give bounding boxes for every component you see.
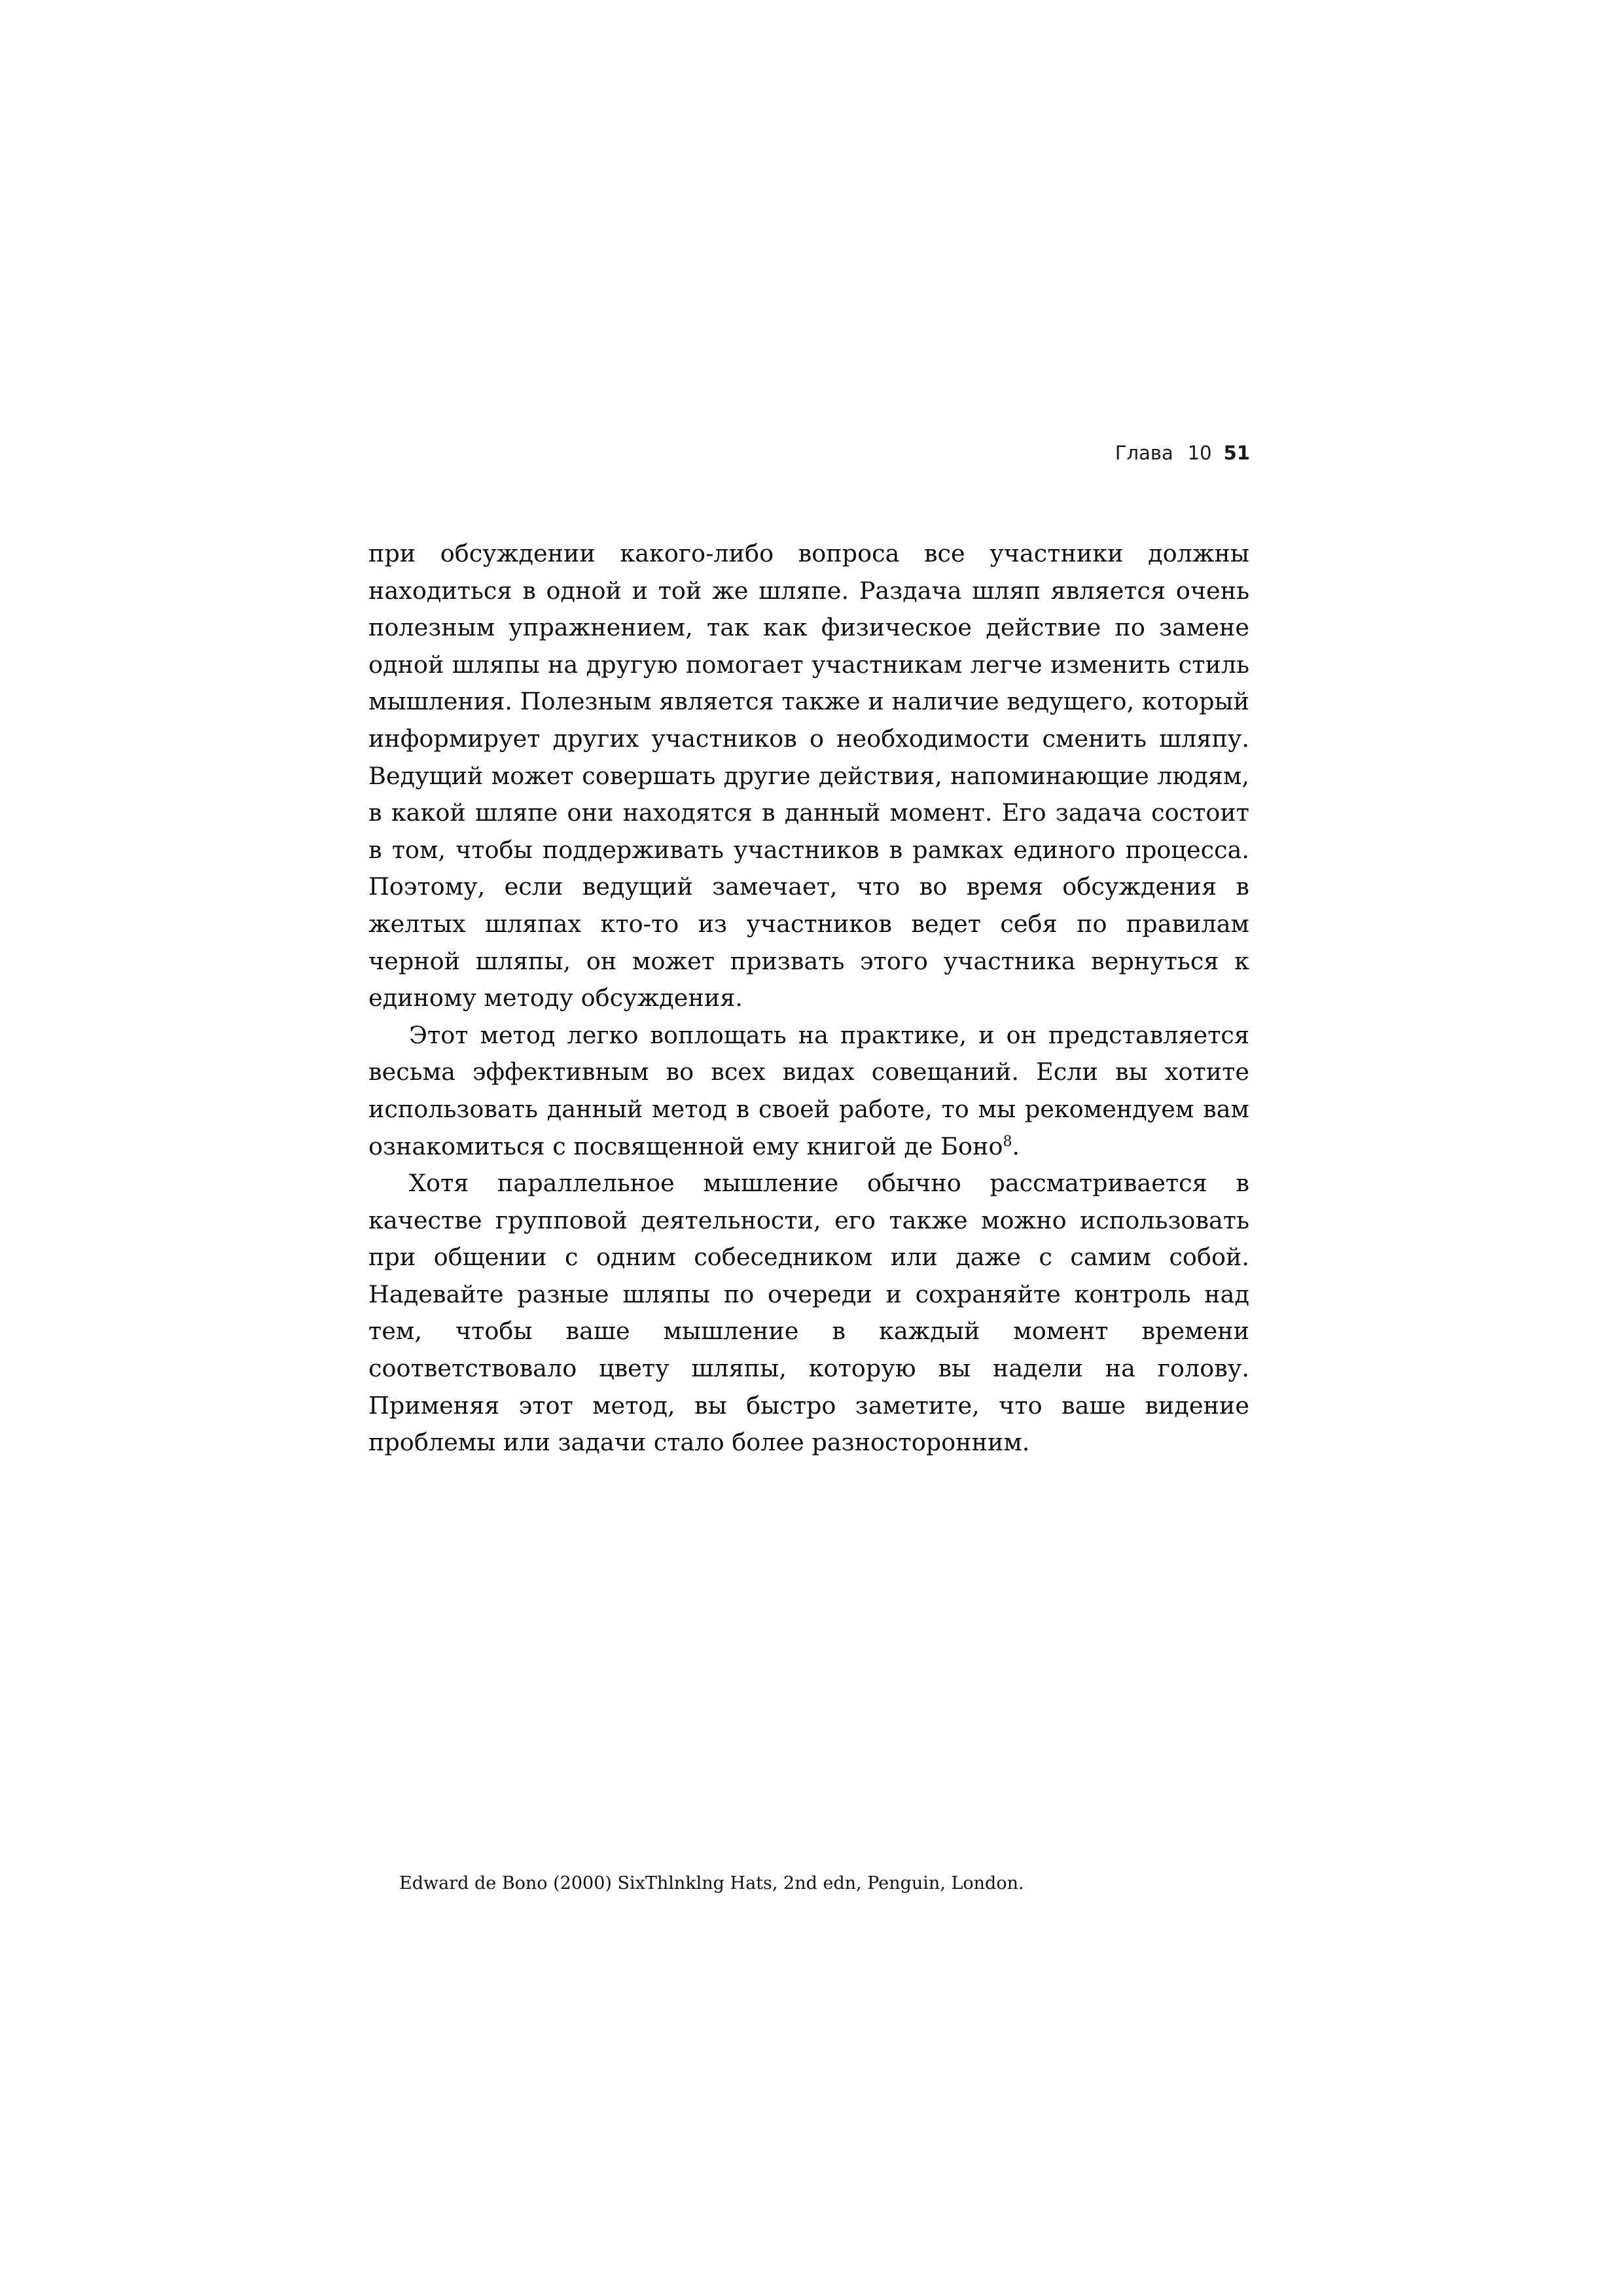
page-number: 51 [1223,442,1250,464]
footnote [399,1871,1250,1897]
body-text [368,535,1249,1462]
chapter-number: 10 [1187,442,1212,464]
footnote-reference: 8 [1003,1133,1012,1150]
paragraph-1-text: при обсуждении какого-либо вопроса все участники должны находиться в одной и той же шляпе. Раздача шляп является очень полезным упражнением, так как физическое действие по замене одной шляпы на другую помогает участникам легче изменить стиль мышления. Полезным является также и наличие ведущего, который информирует других участников о необходимости сменить шляпу. Ведущий может совершать другие действия, напоминающие людям, в какой шляпе они находятся в данный момент. Его задача состоит в том, чтобы поддерживать участников в рамках единого процесса. Поэтому, если ведущий замечает, что во время обсуждения в желтых шляпах кто-то из участников ведет себя по правилам черной шляпы, он может призвать этого участника вернуться к единому методу обсуждения. [368,539,1249,1013]
paragraph-2-text: Этот метод легко воплощать на практике, и он представляется весьма эффективным во всех видах совещаний. Если вы хотите использовать данный метод в своей работе, то мы рекомендуем вам ознакомиться с посвященной ему книгой де Боно [368,1020,1249,1160]
running-head [1047,440,1250,466]
paragraph-2-trailing: . [1012,1132,1020,1160]
paragraph-1 [368,535,1249,1017]
chapter-label: Глава [1115,442,1173,464]
paragraph-3-text: Хотя параллельное мышление обычно рассматривается в качестве групповой деятельности, его также можно использовать при общении с одним собеседником или даже с самим собой. Надевайте разные шляпы по очереди и сохраняйте контроль над тем, чтобы ваше мышление в каждый момент времени соответствовало цвету шляпы, которую вы надели на голову. Применяя этот метод, вы быстро заметите, что ваше видение проблемы или задачи стало более разносторонним. [368,1169,1249,1457]
paragraph-2 [368,1017,1249,1165]
footnote-text: Edward de Bono (2000) SixThlnklng Hats, 2nd edn, Penguin, London. [399,1873,1024,1893]
paragraph-3 [368,1165,1249,1462]
